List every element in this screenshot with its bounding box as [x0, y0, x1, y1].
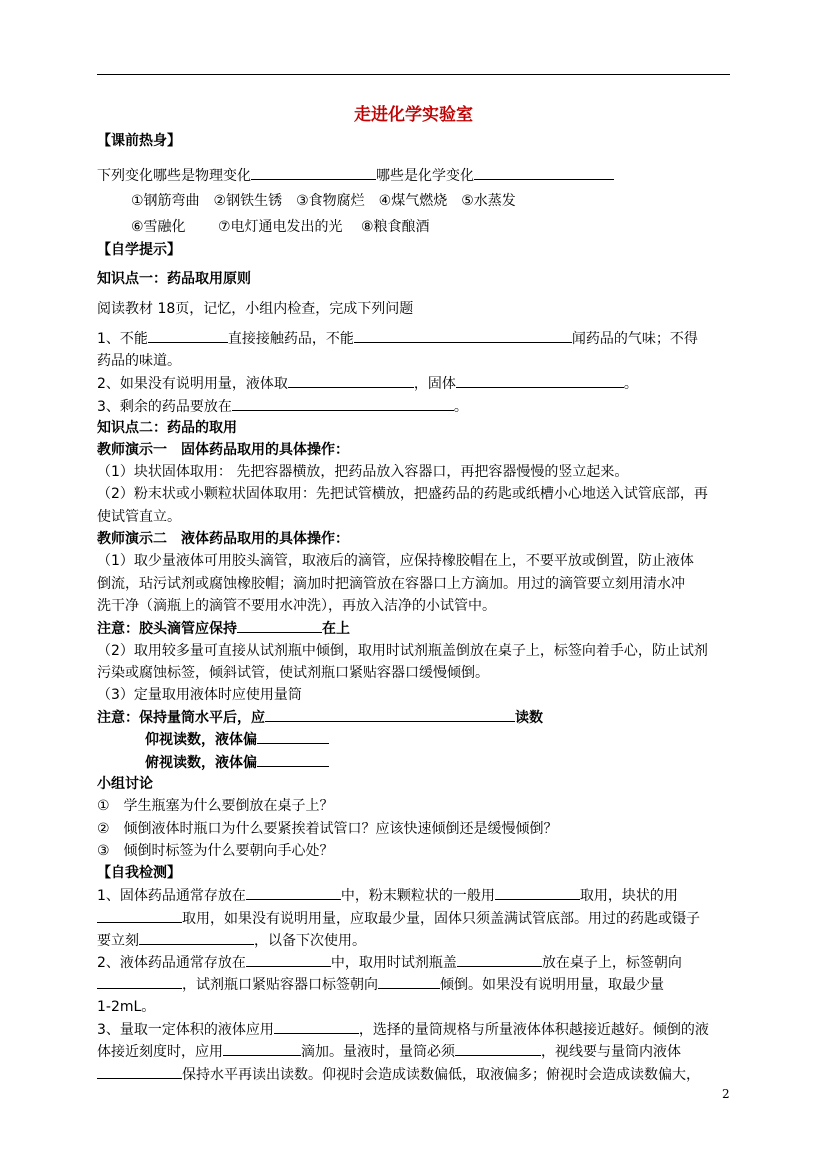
- answer-blank[interactable]: [97, 974, 182, 989]
- discussion-question: ① 学生瓶塞为什么要倒放在桌子上？: [97, 798, 334, 814]
- note-cylinder: 注意：保持量筒水平后，应 读数: [97, 707, 543, 728]
- answer-blank[interactable]: [378, 974, 440, 989]
- answer-blank[interactable]: [288, 373, 414, 388]
- knowledge-point-2-title: 知识点二：药品的取用: [97, 420, 237, 436]
- check-1-cont: 取用，如果没有说明用量，应取最少量，固体只须盖满试管底部。用过的药匙或镊子: [97, 908, 700, 929]
- discussion-question: ③ 倾倒时标签为什么要朝向手心处？: [97, 843, 334, 859]
- demo-1-step-1: （1）块状固体取用： 先把容器横放，把药品放入容器口，再把容器慢慢的竖立起来。: [97, 464, 629, 480]
- item-2: 2、如果没有说明用量，液体取 ，固体 。: [97, 373, 638, 394]
- answer-blank[interactable]: [457, 952, 542, 967]
- item-3: 3、剩余的药品要放在 。: [97, 396, 468, 417]
- answer-blank[interactable]: [455, 1041, 541, 1056]
- answer-blank[interactable]: [274, 1019, 359, 1034]
- demo-2-step-2: （2）取用较多量可直接从试剂瓶中倾倒，取用时试剂瓶盖倒放在桌子上，标签向着手心，防止试剂: [97, 643, 708, 659]
- answer-blank[interactable]: [139, 930, 254, 945]
- warmup-question: 下列变化哪些是物理变化 哪些是化学变化: [97, 165, 614, 186]
- section-heading-selfcheck: 【自我检测】: [97, 865, 181, 881]
- check-2-cont: ，试剂瓶口紧贴容器口标签朝向 倾倒。如果没有说明用量，取最少量: [97, 974, 664, 995]
- demo-2-step-3: （3）定量取用液体时应使用量筒: [97, 687, 302, 703]
- header-rule: [97, 74, 730, 75]
- answer-blank[interactable]: [246, 885, 341, 900]
- answer-blank[interactable]: [237, 618, 322, 633]
- page-title: 走进化学实验室: [354, 105, 473, 125]
- answer-blank[interactable]: [232, 396, 454, 411]
- section-heading-warmup: 【课前热身】: [97, 133, 181, 149]
- discussion-question: ② 倾倒液体时瓶口为什么要紧挨着试管口？应该快速倾倒还是缓慢倾倒？: [97, 821, 558, 837]
- check-3-cont: 保持水平再读出读数。仰视时会造成读数偏低，取液偏多；俯视时会造成读数偏大，: [97, 1064, 700, 1085]
- answer-blank[interactable]: [251, 165, 376, 180]
- answer-blank[interactable]: [223, 1041, 301, 1056]
- note-dropper: 注意：胶头滴管应保持 在上: [97, 618, 350, 639]
- item-1-cont: 药品的味道。: [97, 353, 181, 369]
- answer-blank[interactable]: [97, 908, 182, 923]
- knowledge-point-1-title: 知识点一：药品取用原则: [97, 271, 251, 287]
- note-look-down: 俯视读数，液体偏: [145, 752, 329, 773]
- check-3-cont: 体接近刻度时，应用 滴加。量液时，量筒必须 ，视线要与量筒内液体: [97, 1041, 681, 1062]
- answer-blank[interactable]: [456, 373, 624, 388]
- demo-2-step-1: （1）取少量液体可用胶头滴管，取液后的滴管，应保持橡胶帽在上，不要平放或倒置，防止液体: [97, 553, 694, 569]
- item-1: 1、不能 直接接触药品，不能 闻药品的气味；不得: [97, 328, 698, 349]
- demo-2-title: 教师演示二 液体药品取用的具体操作：: [97, 531, 349, 547]
- check-3: 3、量取一定体积的液体应用 ，选择的量筒规格与所量液体体积越接近越好。倾倒的液: [97, 1019, 709, 1040]
- check-1-cont: 要立刻 ，以备下次使用。: [97, 930, 366, 951]
- warmup-options-2: ⑥雪融化 ⑦电灯通电发出的光 ⑧粮食酿酒: [131, 219, 430, 235]
- warmup-options-1: ①钢筋弯曲 ②钢铁生锈 ③食物腐烂 ④煤气燃烧 ⑤水蒸发: [131, 193, 516, 209]
- check-2: 2、液体药品通常存放在 中，取用时试剂瓶盖 放在桌子上，标签朝向: [97, 952, 682, 973]
- check-2-cont: 1-2mL。: [97, 999, 156, 1015]
- demo-1-step-2-cont: 使试管直立。: [97, 509, 181, 525]
- demo-2-step-1-cont: 倒流，玷污试剂或腐蚀橡胶帽；滴加时把滴管放在容器口上方滴加。用过的滴管要立刻用清水冲: [97, 576, 685, 592]
- answer-blank[interactable]: [246, 952, 331, 967]
- answer-blank[interactable]: [495, 885, 580, 900]
- answer-blank[interactable]: [148, 328, 228, 343]
- demo-1-step-2: （2）粉末状或小颗粒状固体取用：先把试管横放，把盛药品的药匙或纸槽小心地送入试管底部，再: [97, 486, 708, 502]
- answer-blank[interactable]: [97, 1064, 182, 1079]
- page-number: 2: [722, 1087, 730, 1101]
- demo-1-title: 教师演示一 固体药品取用的具体操作：: [97, 442, 349, 458]
- demo-2-step-2-cont: 污染或腐蚀标签，倾斜试管，使试剂瓶口紧贴容器口缓慢倾倒。: [97, 665, 489, 681]
- answer-blank[interactable]: [354, 328, 572, 343]
- knowledge-point-1-intro: 阅读教材 18页，记忆，小组内检查，完成下列问题: [97, 301, 414, 317]
- answer-blank[interactable]: [257, 752, 329, 767]
- answer-blank[interactable]: [257, 729, 329, 744]
- demo-2-step-1-cont: 洗干净（滴瓶上的滴管不要用水冲洗），再放入洁净的小试管中。: [97, 598, 496, 614]
- section-heading-selfstudy: 【自学提示】: [97, 242, 181, 258]
- check-1: 1、固体药品通常存放在 中，粉末颗粒状的一般用 取用，块状的用: [97, 885, 678, 906]
- answer-blank[interactable]: [265, 707, 515, 722]
- group-discussion-title: 小组讨论: [97, 776, 153, 792]
- note-look-up: 仰视读数，液体偏: [145, 729, 329, 750]
- answer-blank[interactable]: [474, 165, 614, 180]
